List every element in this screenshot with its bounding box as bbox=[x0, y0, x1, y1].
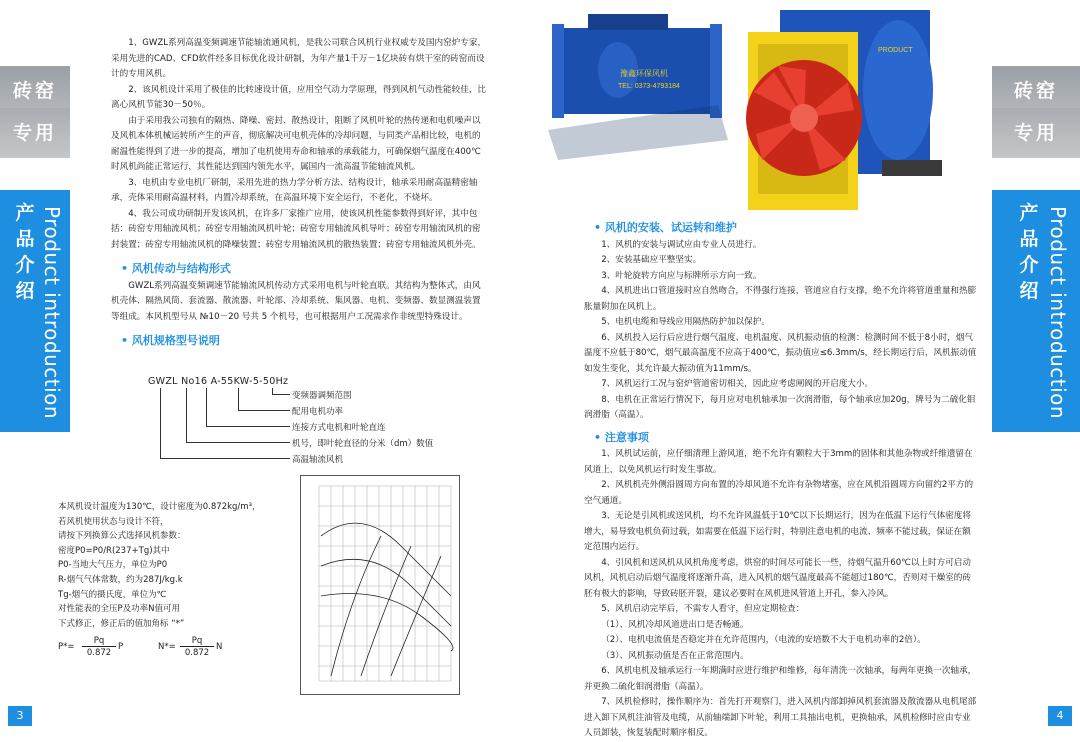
tab-product-cn-right bbox=[1018, 200, 1040, 304]
install-item: 6、风机投入运行后应进行烟气温度、电机温度、风机振动值的检测：检测时间不低于8小时，烟气温度不应低于80℃，烟气最高温度不应高于400℃，振动值应≤6.3mm/s，经长期运行后，风机振动值如发生变化，其允许最大振动值为11mm/s。 bbox=[584, 332, 977, 374]
label-motor-power: 配用电机功率 bbox=[292, 407, 344, 417]
performance-curve-graphic bbox=[301, 476, 459, 694]
label-machine-number: 机号，即叶轮直径的分米（dm）数值 bbox=[292, 439, 434, 449]
install-item: 7、风机运行工况与窑炉管道密切相关，因此应考虑闸阀的开启度大小。 bbox=[601, 379, 874, 389]
left-page bbox=[0, 0, 540, 732]
tab-special bbox=[0, 108, 70, 158]
install-item: 2、安装基础应平整坚实。 bbox=[601, 255, 702, 265]
svg-text:PRODUCT: PRODUCT bbox=[878, 47, 913, 54]
tab-product-char: 品 bbox=[15, 228, 35, 250]
tab-brick-kiln-label: 砖窑 bbox=[12, 80, 57, 102]
photo-label-1: 豫鑫环保风机 bbox=[620, 69, 668, 78]
tab-special-label: 专用 bbox=[12, 122, 57, 144]
note-line: 本风机设计温度为130℃，设计密度为0.872kg/m³， bbox=[58, 502, 261, 512]
formula-n-right: N bbox=[216, 642, 223, 652]
tab-product-char: 绍 bbox=[1019, 280, 1039, 302]
install-item: 4、风机进出口管道接时应自然吻合，不得强行连接，管道应自行支撑，绝不允许将管道重量和热膨胀量附加在风机上。 bbox=[584, 286, 977, 312]
caution-item: （3）、风机振动值是否在正常范围内。 bbox=[601, 650, 749, 661]
tab-brick-kiln-label-right: 砖窑 bbox=[1013, 80, 1058, 102]
tab-product-intro bbox=[0, 190, 70, 432]
performance-curve-chart bbox=[300, 475, 460, 695]
paragraph: 由于采用我公司独有的隔热、降噪、密封、散热设计，阻断了风机叶轮的热传递和电机噪声以及风机本体机械运转所产生的声音，彻底解决可电机壳体的冷却问题，与同类产品相比较，电机的耐温性能得到了进一步的提高，增加了电机使用寿命和轴承的承载能力，可确保烟气温度在400℃时风机尚能正常运行，其性能达到国内领先水平，属国内一流高温节能轴流风机。 bbox=[111, 115, 481, 172]
fan-photo-graphic bbox=[548, 10, 978, 210]
install-item: 8、电机在正常运行情况下，每月应对电机轴承加一次润滑脂，每个轴承应加20g，牌号为二硫化钼润滑脂（高温）。 bbox=[584, 394, 976, 420]
note-line: Tg-烟气的摄氏度，单位为℃ bbox=[58, 589, 167, 600]
formula-p-right: P bbox=[118, 642, 124, 652]
install-item: 5、电机电缆和导线应用隔热防护加以保护。 bbox=[601, 317, 770, 327]
fan-product-photos bbox=[548, 10, 978, 210]
tab-product-char: 绍 bbox=[15, 280, 35, 302]
page-number: 3 bbox=[8, 706, 32, 726]
label-connection: 连接方式电机和叶轮直连 bbox=[292, 423, 386, 433]
install-item: 1、风机的安装与调试应由专业人员进行。 bbox=[601, 239, 762, 250]
formula-p-left: P*= bbox=[58, 642, 75, 652]
note-line: 密度P0=P0/R(237+Tg)其中 bbox=[58, 545, 170, 556]
tab-product-char: 品 bbox=[1019, 228, 1039, 250]
model-code: GWZL No16 A-55KW-5-50Hz bbox=[148, 376, 289, 387]
note-line: P0-当地大气压力，单位为P0 bbox=[58, 560, 168, 571]
heading-caution: • 注意事项 bbox=[594, 430, 979, 446]
note-line: 请按下列换算公式选择风机参数： bbox=[58, 531, 186, 542]
model-code-diagram bbox=[148, 376, 448, 466]
heading-transmission: • 风机传动与结构形式 bbox=[121, 261, 489, 277]
formula-p-numerator: Pq bbox=[93, 636, 105, 646]
caution-item: 4、引风机和送风机从风机角度考虑，烘窑的时间尽可能长一些，待烟气温升60℃以上时方可启动风机，风机启动后烟气温度将逐渐升高，进入风机的烟气温度最高不能超过180℃，否则对干燥室的砖胚有极大的影响，导致砖胚开裂，建议必要时在风机进风管道上开孔，参入冷风。 bbox=[584, 557, 971, 599]
note-line: R-烟气气体常数，约为287J/kg.k bbox=[58, 574, 183, 585]
formula-p-denominator: 0.872 bbox=[86, 648, 112, 658]
tab-product-en: Product introduction bbox=[40, 206, 64, 420]
paragraph: 2、该风机设计采用了极佳的比转速设计值，应用空气动力学原理，得到风机气动性能较佳，比离心风机节能30－50％。 bbox=[111, 84, 487, 110]
left-body bbox=[111, 36, 489, 351]
right-body bbox=[584, 216, 979, 742]
caution-item: 3、无论是引风机或送风机，均不允许风温低于10℃以下长期运行，因为在低温下运行气体密度将增大，易导致电机负荷过载，如需要在低温下运行时，特别注意电机的电流、频率不能过载，保证在额定范围内运行。 bbox=[584, 511, 971, 552]
heading-model: • 风机规格型号说明 bbox=[121, 333, 489, 349]
note-line: 下式修正，修正后的值加角标 “*” bbox=[58, 618, 185, 629]
tab-product-char: 产 bbox=[15, 202, 35, 224]
tab-special-right bbox=[992, 108, 1080, 158]
paragraph: 3、电机由专业电机厂研制，采用先进的热力学分析方法、结构设计，轴承采用耐高温精密轴承，壳体采用耐高温材料，内置冷却系统，在高温环境下安全运行，不老化，不烧坏。 bbox=[111, 177, 478, 203]
tab-product-cn bbox=[14, 200, 36, 304]
page-number-right: 4 bbox=[1048, 706, 1072, 726]
caution-item: 7、风机检修时，操作顺序为：首先打开观察门，进入风机内部卸掉风机套流器及散流器从电机尾部进入卸下风机注油管及电缆，从前轴端卸下叶轮，利用工具抽出电机，更换轴承，风机检修时应由专业人员卸装，恢复装配时顺序相反。 bbox=[584, 697, 977, 738]
label-inverter-range: 变频器调频范围 bbox=[292, 391, 352, 401]
formula-n-denominator: 0.872 bbox=[184, 648, 210, 658]
tab-product-char: 介 bbox=[1019, 254, 1039, 276]
paragraph-transmission: GWZL系列高温变频调速节能轴流风机传动方式采用电机与叶轮直联。其结构为整体式，由风机壳体、隔热风筒、套流器、散流器、叶轮部、冷却系统、集风器、电机、变频器、数显测温装置等组成。本风机型号从 №10－20 号共 5 个机号，也可根据用户工况需求作非统型特殊设计。 bbox=[111, 280, 481, 322]
label-high-temp-fan: 高温轴流风机 bbox=[292, 455, 344, 465]
density-note bbox=[58, 500, 298, 631]
caution-item: 6、风机电机及轴承运行一年期满时应进行维护和维修，每年清洗一次轴承，每两年更换一次轴承，并更换二硫化钼润滑脂（高温）。 bbox=[584, 666, 977, 692]
correction-formulas bbox=[58, 634, 278, 660]
tab-product-en-right: Product introduction bbox=[1046, 206, 1070, 420]
paragraph: 4、我公司成功研制开发该风机，在许多厂家推广应用，使该风机性能参数得到好评，其中包括：砖窑专用轴流风机；砖窑专用轴流风机叶轮；砖窑专用轴流风机导叶；砖窑专用轴流风机的密封装置；砖窑专用轴流风机的降噪装置；砖窑专用轴流风机的散热装置；砖窑专用轴流风机外壳。 bbox=[111, 208, 481, 250]
tab-special-label-right: 专用 bbox=[1013, 122, 1058, 144]
heading-install: • 风机的安装、试运转和维护 bbox=[594, 220, 979, 236]
right-page bbox=[540, 0, 1080, 738]
note-line: 若风机使用状态与设计不符， bbox=[58, 516, 169, 527]
formula-n-numerator: Pq bbox=[191, 636, 203, 646]
caution-item: （2）、电机电流值是否稳定并在允许范围内，（电流的安培数不大于电机功率的2倍）。 bbox=[601, 635, 926, 645]
install-item: 3、叶轮旋转方向应与标牌所示方向一致。 bbox=[601, 270, 762, 281]
note-line: 对性能表的全压P及功率N值可用 bbox=[58, 604, 180, 615]
caution-item: 1、风机试运前，应仔细清理上游风道，绝不允许有颗粒大于3mm的固体和其他杂物或纤维遗留在风道上，以免风机运行时发生事故。 bbox=[584, 449, 973, 475]
tab-product-char: 产 bbox=[1019, 202, 1039, 224]
paragraph: 1、GWZL系列高温变频调速节能轴流通风机，是我公司联合风机行业权威专及国内窑炉专家，采用先进的CAD、CFD软件经多目标优化设计研制，为年产量1千万－1亿块砖有烘干室的砖窑而设计的专用风机。 bbox=[111, 38, 487, 79]
photo-label-2: TEL: 0373-4793184 bbox=[618, 83, 680, 90]
tab-product-char: 介 bbox=[15, 254, 35, 276]
caution-item: 2、风机机壳外侧沿圆周方向布置的冷却风道不允许有杂物堵塞，应在风机沿圆周方向留约2平方的空气通道。 bbox=[584, 480, 974, 506]
caution-item: 5、风机启动完毕后，不需专人看守，但应定期检查： bbox=[601, 604, 805, 614]
caution-item: （1）、风机冷却风道进出口是否畅通。 bbox=[601, 619, 749, 630]
tab-product-intro-right bbox=[992, 190, 1080, 432]
formula-n-left: N*= bbox=[158, 642, 176, 652]
